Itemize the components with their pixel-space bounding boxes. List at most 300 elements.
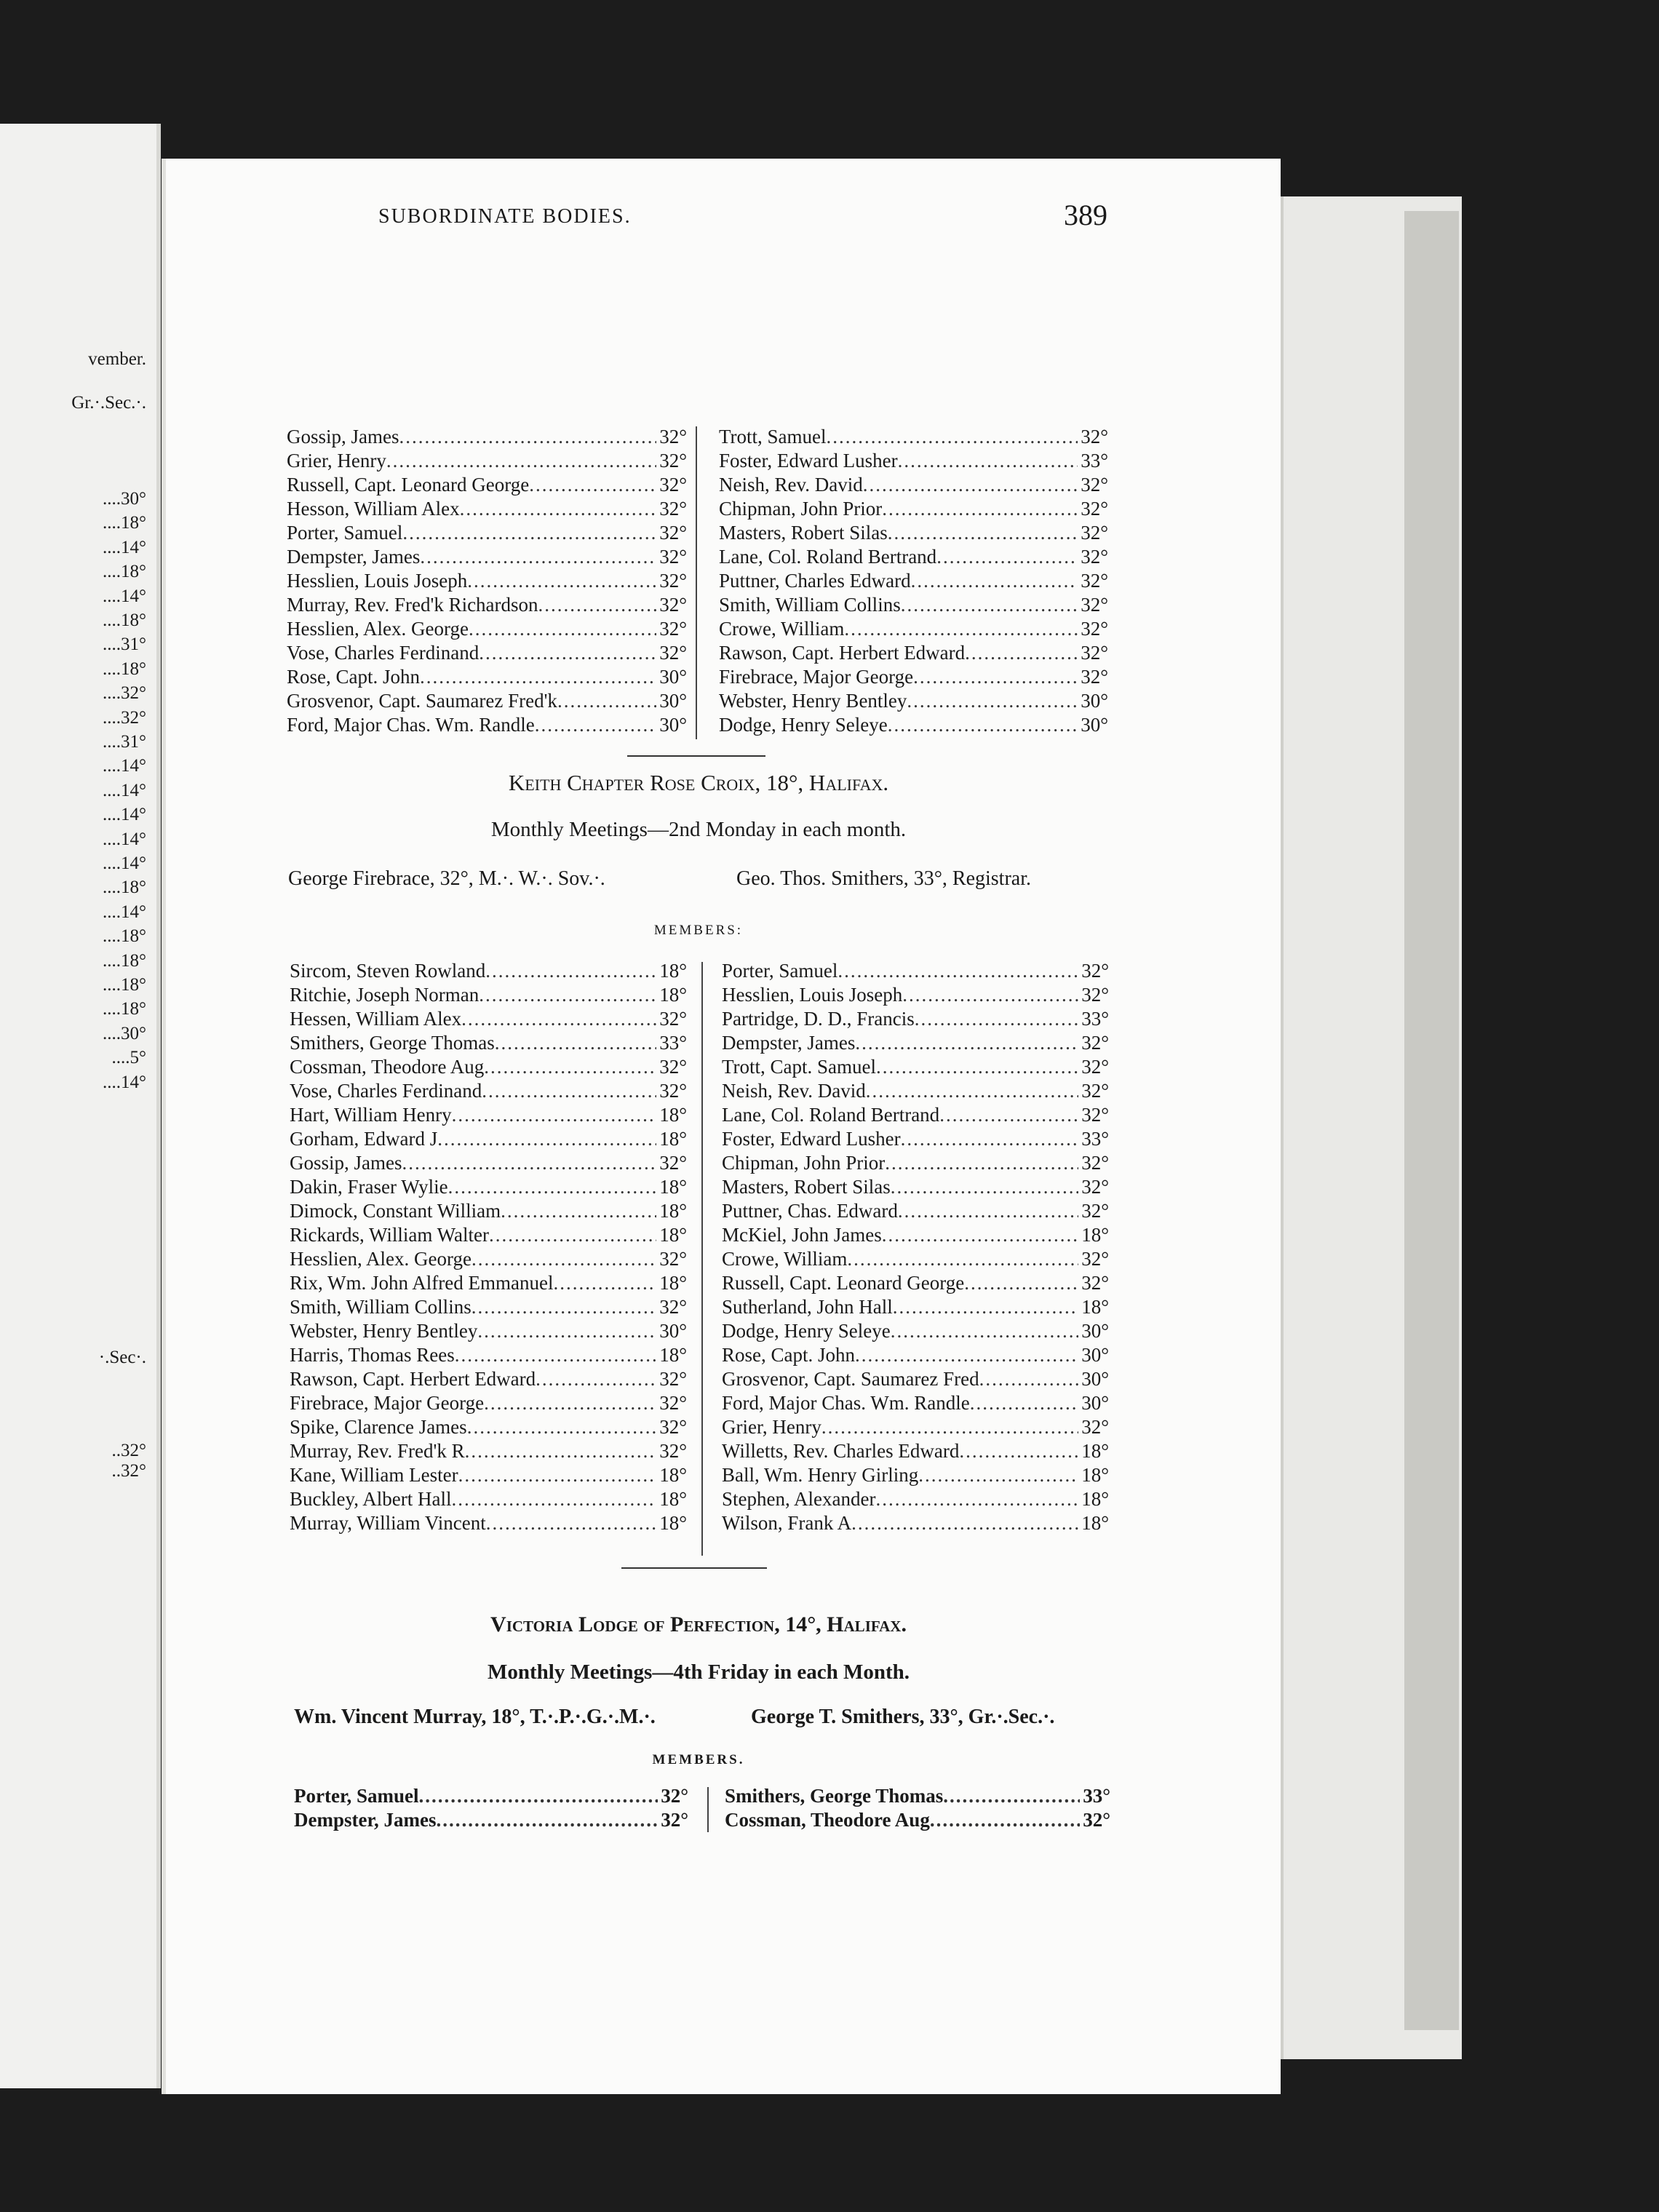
member-entry [290,1463,687,1487]
member-degree: 18° [659,960,687,982]
member-entry [287,689,687,713]
member-degree: 18° [659,984,687,1006]
dot-leader [876,1055,1078,1079]
member-entry [722,1103,1109,1127]
member-entry [722,1223,1109,1247]
member-name: Grier, Henry [287,450,386,472]
dot-leader [915,1007,1078,1031]
member-degree: 30° [1081,690,1108,712]
member-name: Smith, William Collins [719,594,901,616]
member-entry [294,1784,688,1808]
member-degree: 32° [659,1416,687,1438]
left-page-text: Gr.·.Sec.·. [71,393,146,413]
dot-leader [472,1295,656,1319]
member-name: Firebrace, Major George [290,1392,485,1414]
dot-leader [898,1199,1078,1223]
dot-leader [458,1463,657,1487]
member-entry [722,1367,1109,1391]
dot-leader [901,1127,1079,1151]
member-name: Firebrace, Major George [719,666,914,688]
member-degree: 32° [659,474,687,496]
dot-leader [964,1271,1078,1295]
member-entry [287,497,687,521]
member-name: Smith, William Collins [290,1296,472,1318]
member-entry [722,1295,1109,1319]
dot-leader [882,497,1078,521]
member-degree: 32° [1081,1248,1109,1270]
member-name: Masters, Robert Silas [722,1176,891,1198]
member-degree: 30° [659,714,687,736]
member-degree: 32° [659,1392,687,1414]
member-entry [722,1247,1109,1271]
dot-leader [448,1175,657,1199]
member-name: Lane, Col. Roland Bertrand [719,546,937,568]
dot-leader [893,1295,1078,1319]
member-entry [719,521,1108,545]
section2-title: Keith Chapter Rose Croix, 18°, Halifax. [508,770,889,795]
member-entry [290,1223,687,1247]
dot-leader [907,689,1078,713]
member-name: Dempster, James [287,546,421,568]
member-degree: 32° [1083,1809,1110,1831]
member-name: Gorham, Edward J [290,1128,438,1150]
column-divider [701,962,703,1556]
member-name: Porter, Samuel [294,1785,419,1807]
member-name: Stephen, Alexander [722,1488,876,1510]
member-degree: 30° [1081,714,1108,736]
section3-right-column [725,1784,1110,1832]
dot-leader [838,959,1078,983]
member-name: Chipman, John Prior [722,1152,886,1174]
member-entry [290,1415,687,1439]
dot-leader [399,425,657,449]
dot-leader [847,1247,1078,1271]
column-divider [696,426,697,739]
member-name: Cossman, Theodore Aug [725,1809,930,1831]
member-degree: 32° [659,450,687,472]
section3-meetings: Monthly Meetings—4th Friday in each Month. [488,1660,910,1684]
member-entry [722,1439,1109,1463]
dot-leader [866,1079,1078,1103]
member-name: Russell, Capt. Leonard George [722,1272,965,1294]
section3-officer-right: George T. Smithers, 33°, Gr.·.Sec.·. [751,1706,1055,1728]
section2-meetings: Monthly Meetings—2nd Monday in each month. [490,818,907,841]
member-name: Rawson, Capt. Herbert Edward [719,642,966,664]
member-degree: 18° [659,1176,687,1198]
member-name: Hesslien, Alex. George [290,1248,472,1270]
member-entry [287,449,687,473]
member-entry [719,617,1108,641]
member-entry [287,473,687,497]
member-entry [725,1784,1110,1808]
member-entry [287,617,687,641]
member-name: Partridge, D. D., Francis [722,1008,915,1030]
member-degree: 32° [1081,1176,1109,1198]
section3-members-heading: MEMBERS. [652,1752,745,1767]
member-degree: 32° [1081,546,1108,568]
dot-leader [479,983,656,1007]
member-degree: 32° [1081,618,1108,640]
page-number: 389 [1064,199,1107,231]
member-name: Rix, Wm. John Alfred Emmanuel [290,1272,554,1294]
left-page-text: ....18° [103,926,146,947]
member-degree: 32° [659,1440,687,1462]
member-name: Trott, Capt. Samuel [722,1056,877,1078]
member-name: Porter, Samuel [722,960,838,982]
member-degree: 30° [1081,1392,1109,1414]
member-name: Murray, Rev. Fred'k Richardson [287,594,538,616]
member-name: Webster, Henry Bentley [719,690,907,712]
member-name: Murray, Rev. Fred'k R [290,1440,465,1462]
member-entry [290,1271,687,1295]
member-degree: 18° [1081,1512,1109,1534]
member-entry [722,1007,1109,1031]
dot-leader [855,1031,1078,1055]
member-entry [719,473,1108,497]
member-entry [722,983,1109,1007]
member-entry [722,1391,1109,1415]
member-degree: 30° [1081,1368,1109,1390]
member-degree: 32° [1081,984,1109,1006]
member-degree: 18° [659,1464,687,1486]
member-degree: 18° [1081,1464,1109,1486]
dot-leader [959,1439,1078,1463]
member-entry [722,1199,1109,1223]
member-entry [719,665,1108,689]
left-page-text: vember. [88,349,146,369]
member-name: Cossman, Theodore Aug [290,1056,485,1078]
member-name: Rawson, Capt. Herbert Edward [290,1368,536,1390]
member-degree: 32° [659,594,687,616]
member-name: Hesslien, Louis Joseph [287,570,468,592]
dot-leader [821,1415,1078,1439]
member-name: Neish, Rev. David [722,1080,866,1102]
member-degree: 32° [1081,1416,1109,1438]
member-entry [722,1511,1109,1535]
dot-leader [888,521,1078,545]
member-degree: 32° [659,1152,687,1174]
member-degree: 32° [1081,1056,1109,1078]
section-rule [621,1567,767,1569]
member-entry [290,1103,687,1127]
left-page-text: ....5° [111,1048,146,1068]
member-degree: 18° [659,1488,687,1510]
left-page-text: ....14° [103,902,146,922]
dot-leader [911,569,1078,593]
member-entry [722,1175,1109,1199]
member-degree: 30° [659,1320,687,1342]
member-name: Porter, Samuel [287,522,403,544]
member-entry [290,1487,687,1511]
left-page-text: ....14° [103,1072,146,1092]
member-name: Sutherland, John Hall [722,1296,893,1318]
member-name: Crowe, William [719,618,845,640]
member-name: Hesslien, Alex. George [287,618,469,640]
left-page-text: ..32° [111,1441,146,1460]
dot-leader [495,1031,656,1055]
dot-leader [844,617,1078,641]
member-degree: 33° [1081,1128,1109,1150]
member-degree: 18° [1081,1224,1109,1246]
member-name: Wilson, Frank A [722,1512,852,1534]
member-name: Foster, Edward Lusher [719,450,898,472]
member-degree: 18° [659,1224,687,1246]
member-name: Foster, Edward Lusher [722,1128,901,1150]
dot-leader [402,1151,657,1175]
member-entry [290,1439,687,1463]
member-name: Ball, Wm. Henry Girling [722,1464,919,1486]
section2-left-column [290,959,687,1535]
dot-leader [455,1343,656,1367]
dot-leader [486,1511,656,1535]
member-name: Masters, Robert Silas [719,522,888,544]
member-degree: 32° [1081,960,1109,982]
member-entry [290,1007,687,1031]
member-entry [719,641,1108,665]
member-name: Dodge, Henry Seleye [722,1320,891,1342]
left-page-text: ....18° [103,610,146,630]
member-entry [287,569,687,593]
member-degree: 32° [659,1008,687,1030]
dot-leader [882,1223,1078,1247]
member-name: McKiel, John James [722,1224,882,1246]
member-entry [722,1415,1109,1439]
member-entry [290,1151,687,1175]
left-page-fragment [0,124,161,2088]
member-entry [719,497,1108,521]
member-name: Spike, Clarence James [290,1416,467,1438]
section1-left-column [287,425,687,737]
member-degree: 18° [1081,1488,1109,1510]
dot-leader [891,1175,1078,1199]
member-entry [290,1391,687,1415]
member-name: Dempster, James [722,1032,856,1054]
member-entry [287,425,687,449]
member-name: Puttner, Charles Edward [719,570,911,592]
member-name: Hart, William Henry [290,1104,452,1126]
dot-leader [485,959,656,983]
member-name: Ritchie, Joseph Norman [290,984,480,1006]
member-entry [722,1463,1109,1487]
left-page-text: ....18° [103,659,146,679]
dot-leader [943,1784,1080,1808]
member-degree: 32° [659,618,687,640]
member-degree: 30° [659,666,687,688]
dot-leader [553,1271,656,1295]
dot-leader [855,1343,1078,1367]
member-name: Neish, Rev. David [719,474,863,496]
member-entry [290,1343,687,1367]
dot-leader [901,593,1078,617]
member-degree: 32° [659,570,687,592]
section2-officer-left: George Firebrace, 32°, M.·. W.·. Sov.·. [288,867,605,890]
member-entry [719,593,1108,617]
dot-leader [902,983,1078,1007]
member-name: Harris, Thomas Rees [290,1344,455,1366]
member-name: Chipman, John Prior [719,498,883,520]
dot-leader [484,1391,656,1415]
member-name: Dakin, Fraser Wylie [290,1176,448,1198]
member-name: Smithers, George Thomas [290,1032,495,1054]
dot-leader [472,1247,656,1271]
member-degree: 30° [659,690,687,712]
dot-leader [420,665,656,689]
member-name: Russell, Capt. Leonard George [287,474,530,496]
member-name: Webster, Henry Bentley [290,1320,478,1342]
left-page-text: ....14° [103,756,146,776]
section2-officer-right: Geo. Thos. Smithers, 33°, Registrar. [736,867,1031,890]
dot-leader [930,1808,1080,1832]
member-name: Puttner, Chas. Edward [722,1200,898,1222]
member-degree: 32° [1081,1272,1109,1294]
member-entry [722,1487,1109,1511]
dot-leader [460,497,657,521]
dot-leader [965,641,1078,665]
left-page-text: ....18° [103,999,146,1019]
member-entry [722,1151,1109,1175]
member-name: Grosvenor, Capt. Saumarez Fred [722,1368,979,1390]
left-page-text: ....31° [103,634,146,655]
dot-leader [489,1223,656,1247]
left-page-text: ....31° [103,732,146,752]
member-entry [294,1808,688,1832]
section2-right-column [722,959,1109,1535]
member-name: Hesson, William Alex [287,498,460,520]
member-degree: 32° [1081,426,1108,447]
member-degree: 30° [1081,1320,1109,1342]
member-entry [290,1199,687,1223]
member-entry [722,1319,1109,1343]
left-page-text: ....18° [103,562,146,582]
member-entry [719,689,1108,713]
member-name: Willetts, Rev. Charles Edward [722,1440,960,1462]
dot-leader [477,1319,656,1343]
left-page-text: ....30° [103,1023,146,1043]
dot-leader [467,569,656,593]
member-name: Vose, Charles Ferdinand [287,642,480,664]
left-page-text: ....32° [103,707,146,728]
dot-leader [979,1367,1079,1391]
dot-leader [484,1055,656,1079]
dot-leader [437,1127,656,1151]
member-entry [290,1079,687,1103]
dot-leader [557,689,656,713]
dot-leader [827,425,1078,449]
member-entry [290,1295,687,1319]
left-page-text: ..32° [111,1461,146,1481]
left-page-text: ....14° [103,537,146,557]
member-entry [722,1343,1109,1367]
member-name: Hesslien, Louis Joseph [722,984,903,1006]
member-degree: 32° [659,1368,687,1390]
member-entry [290,1319,687,1343]
member-name: Rose, Capt. John [287,666,421,688]
member-name: Vose, Charles Ferdinand [290,1080,482,1102]
member-degree: 18° [1081,1440,1109,1462]
member-entry [290,1031,687,1055]
member-name: Hessen, William Alex [290,1008,462,1030]
member-degree: 33° [659,1032,687,1054]
member-entry [719,569,1108,593]
member-entry [290,1367,687,1391]
member-entry [287,593,687,617]
dot-leader [467,1415,657,1439]
member-entry [287,665,687,689]
column-divider [707,1787,709,1832]
dot-leader [970,1391,1078,1415]
member-degree: 32° [1081,1080,1109,1102]
member-entry [287,713,687,737]
member-entry [287,521,687,545]
dot-leader [891,1319,1079,1343]
member-degree: 32° [659,498,687,520]
member-name: Sircom, Steven Rowland [290,960,486,982]
dot-leader [386,449,656,473]
left-page-text: ....18° [103,950,146,971]
member-degree: 18° [659,1344,687,1366]
member-degree: 32° [1081,498,1108,520]
member-degree: 32° [659,1248,687,1270]
member-name: Smithers, George Thomas [725,1785,944,1807]
member-name: Dimock, Constant William [290,1200,501,1222]
member-degree: 33° [1081,450,1108,472]
left-page-text: ....30° [103,489,146,509]
dot-leader [936,545,1078,569]
member-name: Buckley, Albert Hall [290,1488,452,1510]
dot-leader [452,1103,657,1127]
section1-right-column [719,425,1108,737]
member-degree: 32° [1081,1152,1109,1174]
section3-title: Victoria Lodge of Perfection, 14°, Halifax. [490,1612,907,1636]
member-degree: 32° [1081,474,1108,496]
member-entry [719,713,1108,737]
member-degree: 32° [1081,1032,1109,1054]
member-degree: 30° [1081,1344,1109,1366]
member-name: Ford, Major Chas. Wm. Randle [287,714,535,736]
member-degree: 32° [1081,666,1108,688]
member-name: Gossip, James [287,426,399,447]
member-name: Rickards, William Walter [290,1224,489,1246]
member-degree: 32° [661,1785,688,1807]
member-entry [719,545,1108,569]
section3-officer-left: Wm. Vincent Murray, 18°, T.·.P.·.G.·.M.·. [294,1706,656,1728]
member-degree: 32° [659,1080,687,1102]
member-degree: 18° [659,1104,687,1126]
running-head: SUBORDINATE BODIES. [378,205,632,228]
left-page-text: ....14° [103,829,146,849]
dot-leader [469,617,656,641]
member-degree: 18° [659,1272,687,1294]
left-page-text: ....18° [103,878,146,898]
member-entry [719,449,1108,473]
member-degree: 32° [1081,570,1108,592]
dot-leader [482,1079,656,1103]
book-cover-edge [1404,211,1459,2030]
section3-left-column [294,1784,688,1832]
member-degree: 32° [659,1056,687,1078]
member-name: Kane, William Lester [290,1464,458,1486]
member-degree: 32° [661,1809,688,1831]
member-entry [722,1055,1109,1079]
member-degree: 32° [1081,1200,1109,1222]
dot-leader [451,1487,656,1511]
member-entry [290,1247,687,1271]
member-name: Crowe, William [722,1248,848,1270]
dot-leader [918,1463,1078,1487]
member-name: Grosvenor, Capt. Saumarez Fred'k [287,690,557,712]
member-degree: 32° [1081,642,1108,664]
member-degree: 32° [1081,522,1108,544]
